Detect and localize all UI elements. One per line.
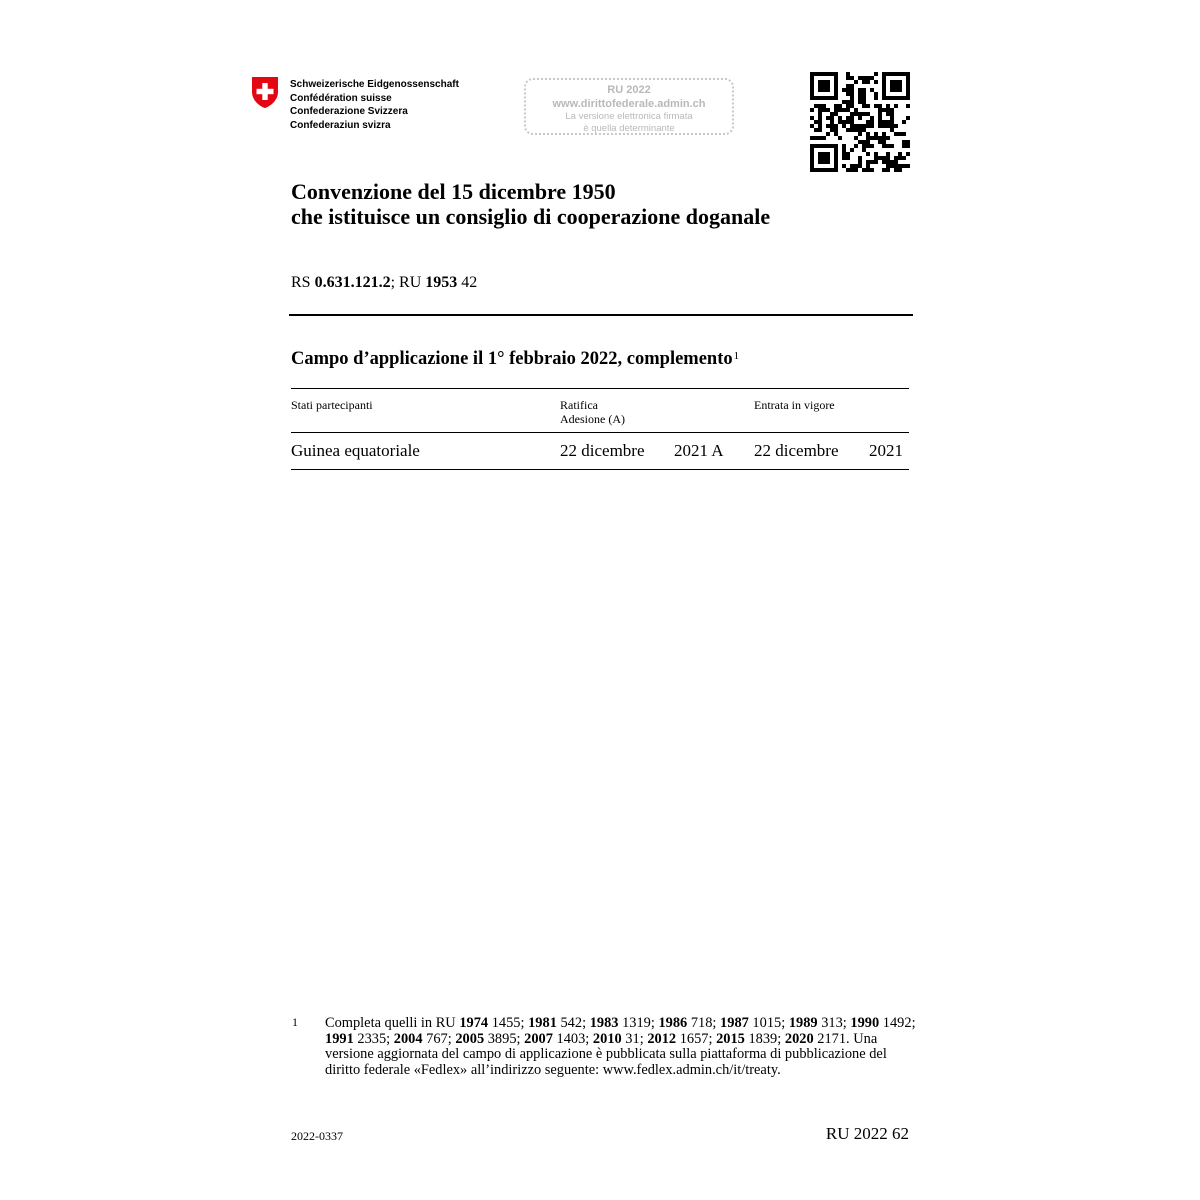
ru-year: 1953 [425,274,458,291]
confederation-name [290,78,459,132]
footnote-ref-year: 1989 [788,1015,818,1031]
footnote-ref-page: 1015; [748,1015,786,1031]
title-line-2: che istituisce un consiglio di cooperazione doganale [291,204,771,229]
footnote-text [325,1016,925,1078]
document-title [291,179,770,229]
stamp-line-4: è quella determinante [583,123,675,134]
footnote-ref-page: 1839; [744,1030,782,1047]
footnote-ref-year: 2005 [455,1030,485,1047]
footnote-ref-page: 1403; [552,1030,590,1047]
footnote-ref-year: 2015 [716,1030,745,1047]
footnote-ref-page: 1319; [618,1015,655,1031]
footnote-ref-page: 542; [556,1015,587,1031]
row-state: Guinea equatoriale [291,441,420,460]
footnote-ref-year: 1983 [589,1015,619,1031]
page-reference: RU 2022 62 [825,1124,909,1143]
swiss-emblem-icon [251,76,279,109]
footnote-intro: Completa quelli in RU [325,1015,456,1031]
footnote-ref-year: 1986 [658,1015,688,1031]
footnote-ref-page: 2171 [813,1030,847,1047]
footnote-ref-year: 2020 [784,1030,814,1047]
rs-label: RS [291,274,311,291]
confederation-line-fr: Confédération suisse [290,92,392,104]
confederation-line-rm: Confederaziun svizra [290,119,391,131]
footnote-outro: . Una versione aggiornata del campo di applicazione è pubblicata sulla piattaforma di pubblicazione del diritto federale «Fedlex» all’indirizzo seguente: www.fedlex.admin.ch/it/treaty. [325,1030,887,1078]
footnote-ref-page: 1657; [676,1030,713,1047]
table-bottom-rule [291,469,909,470]
header-ratification-line1: Ratifica [560,398,598,412]
footnote-ref-page: 718; [687,1015,717,1031]
table-header-rule [291,432,909,433]
footnote-ref-page: 1492; [879,1015,916,1031]
document-reference [291,274,477,292]
section-divider [289,314,913,316]
row-entry-date: 22 dicembre [754,441,839,460]
confederation-line-it: Confederazione Svizzera [290,106,408,117]
footnote-ref-year: 1981 [528,1015,557,1031]
footnote-number: 1 [292,1015,298,1029]
header-ratification [560,398,625,426]
footnote-ref-page: 31; [621,1030,644,1047]
stamp-line-3: La versione elettronica firmata [565,111,693,122]
scope-heading [291,349,739,370]
title-line-1: Convenzione del 15 dicembre 1950 [291,179,616,204]
footnote-ref-year: 2004 [393,1030,423,1047]
footnote-ref-year: 2012 [647,1030,677,1047]
footnote-ref-year: 1991 [325,1030,354,1047]
footnote-ref-year: 1990 [850,1015,880,1031]
footnote-ref-year: 2010 [592,1030,622,1047]
stamp-line-1: RU 2022 [607,84,651,96]
footnote-ref-page: 2335; [353,1030,391,1047]
footnote-reference[interactable]: 1 [733,350,740,362]
ref-separator: ; [390,274,396,291]
row-entry-year: 2021 [869,441,903,460]
qr-code-icon [810,72,910,172]
document-number: 2022-0337 [291,1129,343,1143]
footnote-ref-year: 1974 [459,1015,489,1031]
footnote-ref-page: 313; [817,1015,847,1031]
footnote-ref-year: 1987 [720,1015,749,1031]
ru-page: 42 [461,274,478,291]
table-top-rule [291,388,909,389]
footnote-ref-page: 767; [422,1030,452,1047]
ru-label: RU [399,274,422,291]
header-entry: Entrata in vigore [754,398,835,412]
confederation-line-de: Schweizerische Eidgenossenschaft [290,79,459,90]
footnote-ref-year: 2007 [524,1030,553,1047]
rs-number: 0.631.121.2 [314,274,391,291]
electronic-signature-stamp [524,78,734,135]
scope-heading-text: Campo d’applicazione il 1° febbraio 2022, complemento [291,349,733,369]
footnote-ref-page: 3895; [484,1030,521,1047]
header-ratification-line2: Adesione (A) [560,412,625,426]
stamp-line-2: www.dirittofederale.admin.ch [552,98,706,110]
row-ratification-year: 2021 A [674,441,724,460]
header-states: Stati partecipanti [291,398,373,412]
footnote-ref-page: 1455; [488,1015,525,1031]
row-ratification-date: 22 dicembre [560,441,645,460]
